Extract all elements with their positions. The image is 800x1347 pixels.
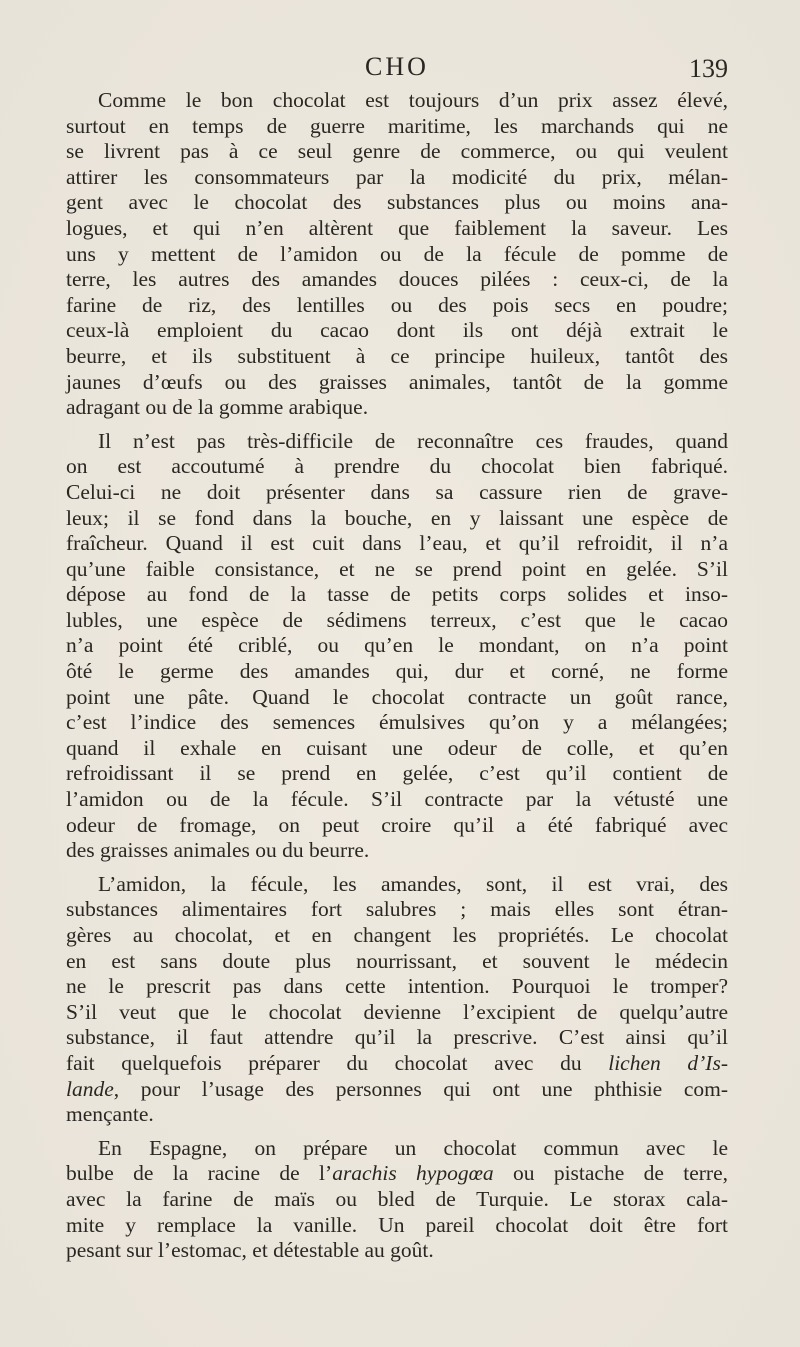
italic-term: lande	[66, 1076, 114, 1101]
text-line: Celui-ci ne doit présenter dans sa cassure rien de grave-	[66, 479, 728, 504]
page-number: 139	[689, 54, 728, 83]
text-line	[66, 1161, 728, 1187]
text-run: fait quelquefois préparer du chocolat avec du	[66, 1050, 609, 1075]
text-line: se livrent pas à ce seul genre de commerce, ou qui veulent	[66, 139, 728, 164]
text-line: Comme le bon chocolat est toujours d’un prix assez élevé,	[98, 88, 728, 112]
text-line: beurre, et ils substituent à ce principe huileux, tantôt des	[66, 343, 728, 368]
text-line: n’a point été criblé, ou qu’en le mondant, on n’a point	[66, 633, 728, 658]
text-line: substances alimentaires fort salubres ; mais elles sont étran-	[66, 897, 728, 922]
text-line: point une pâte. Quand le chocolat contracte un goût rance,	[66, 684, 728, 709]
text-run: , pour l’usage des personnes qui ont une phthisie com-	[113, 1076, 728, 1101]
text-line: substance, il faut attendre qu’il la prescrive. C’est ainsi qu’il	[66, 1025, 728, 1050]
text-line: lubles, une espèce de sédimens terreux, c’est que le cacao	[66, 607, 728, 632]
paragraph-1	[66, 88, 728, 421]
paragraph-2	[66, 429, 728, 864]
text-line: des graisses animales ou du beurre.	[66, 838, 370, 863]
text-line: on est accoutumé à prendre du chocolat bien fabriqué.	[66, 454, 728, 479]
text-line: qu’une faible consistance, et ne se prend point en gelée. S’il	[66, 556, 728, 581]
text-line: terre, les autres des amandes douces pilées : ceux-ci, de la	[66, 267, 728, 292]
text-line: odeur de fromage, on peut croire qu’il a été fabriqué avec	[66, 812, 728, 837]
text-line: farine de riz, des lentilles ou des pois secs en poudre;	[66, 292, 728, 317]
running-head: CHO	[365, 52, 429, 81]
text-line: attirer les consommateurs par la modicité du prix, mélan-	[66, 164, 728, 189]
text-line: uns y mettent de l’amidon ou de la fécule de pomme de	[66, 241, 728, 266]
text-line: pesant sur l’estomac, et détestable au goût.	[66, 1238, 434, 1263]
text-line: adragant ou de la gomme arabique.	[66, 395, 369, 420]
text-line: S’il veut que le chocolat devienne l’excipient de quelqu’autre	[66, 999, 728, 1024]
text-line: gères au chocolat, et en changent les propriétés. Le chocolat	[66, 923, 728, 947]
text-line: ne le prescrit pas dans cette intention. Pourquoi le tromper?	[66, 974, 728, 999]
text-line: mençante.	[66, 1102, 154, 1127]
text-line: gent avec le chocolat des substances plus ou moins ana-	[66, 190, 728, 215]
body-text	[66, 88, 728, 1272]
page-header	[66, 52, 728, 88]
text-line: jaunes d’œufs ou des graisses animales, tantôt de la gomme	[66, 369, 728, 394]
text-line: mite y remplace la vanille. Un pareil chocolat doit être fort	[66, 1212, 728, 1237]
text-line: l’amidon ou de la fécule. S’il contracte par la vétusté une	[66, 787, 728, 812]
text-line: L’amidon, la fécule, les amandes, sont, il est vrai, des	[98, 871, 728, 896]
paragraph-3	[66, 872, 728, 1128]
text-line: surtout en temps de guerre maritime, les marchands qui ne	[66, 113, 728, 138]
italic-term: lichen d’Is-	[608, 1050, 728, 1075]
text-line: en est sans doute plus nourrissant, et souvent le médecin	[66, 948, 728, 973]
text-line: dépose au fond de la tasse de petits corps solides et inso-	[66, 582, 728, 607]
text-line: logues, et qui n’en altèrent que faiblement la saveur. Les	[66, 215, 728, 240]
text-line	[66, 1077, 728, 1103]
paragraph-4	[66, 1136, 728, 1264]
text-line	[66, 1051, 728, 1077]
text-line: refroidissant il se prend en gelée, c’est qu’il contient de	[66, 761, 728, 786]
text-line: c’est l’indice des semences émulsives qu’on y a mélangées;	[66, 710, 728, 735]
text-run: ou pistache de terre,	[493, 1161, 728, 1186]
text-line: fraîcheur. Quand il est cuit dans l’eau, et qu’il refroidit, il n’a	[66, 531, 728, 556]
text-line: ceux-là emploient du cacao dont ils ont déjà extrait le	[66, 318, 728, 343]
italic-term: arachis hypogœa	[332, 1161, 494, 1186]
text-line: avec la farine de maïs ou bled de Turquie. Le storax cala-	[66, 1186, 728, 1211]
text-line: leux; il se fond dans la bouche, en y laissant une espèce de	[66, 505, 728, 530]
text-line: En Espagne, on prépare un chocolat commun avec le	[98, 1135, 728, 1160]
text-line: ôté le germe des amandes qui, dur et corné, ne forme	[66, 659, 728, 684]
text-run: bulbe de la racine de l’	[66, 1161, 333, 1186]
text-line: quand il exhale en cuisant une odeur de colle, et qu’en	[66, 735, 728, 760]
text-line: Il n’est pas très-difficile de reconnaître ces fraudes, quand	[98, 428, 728, 453]
